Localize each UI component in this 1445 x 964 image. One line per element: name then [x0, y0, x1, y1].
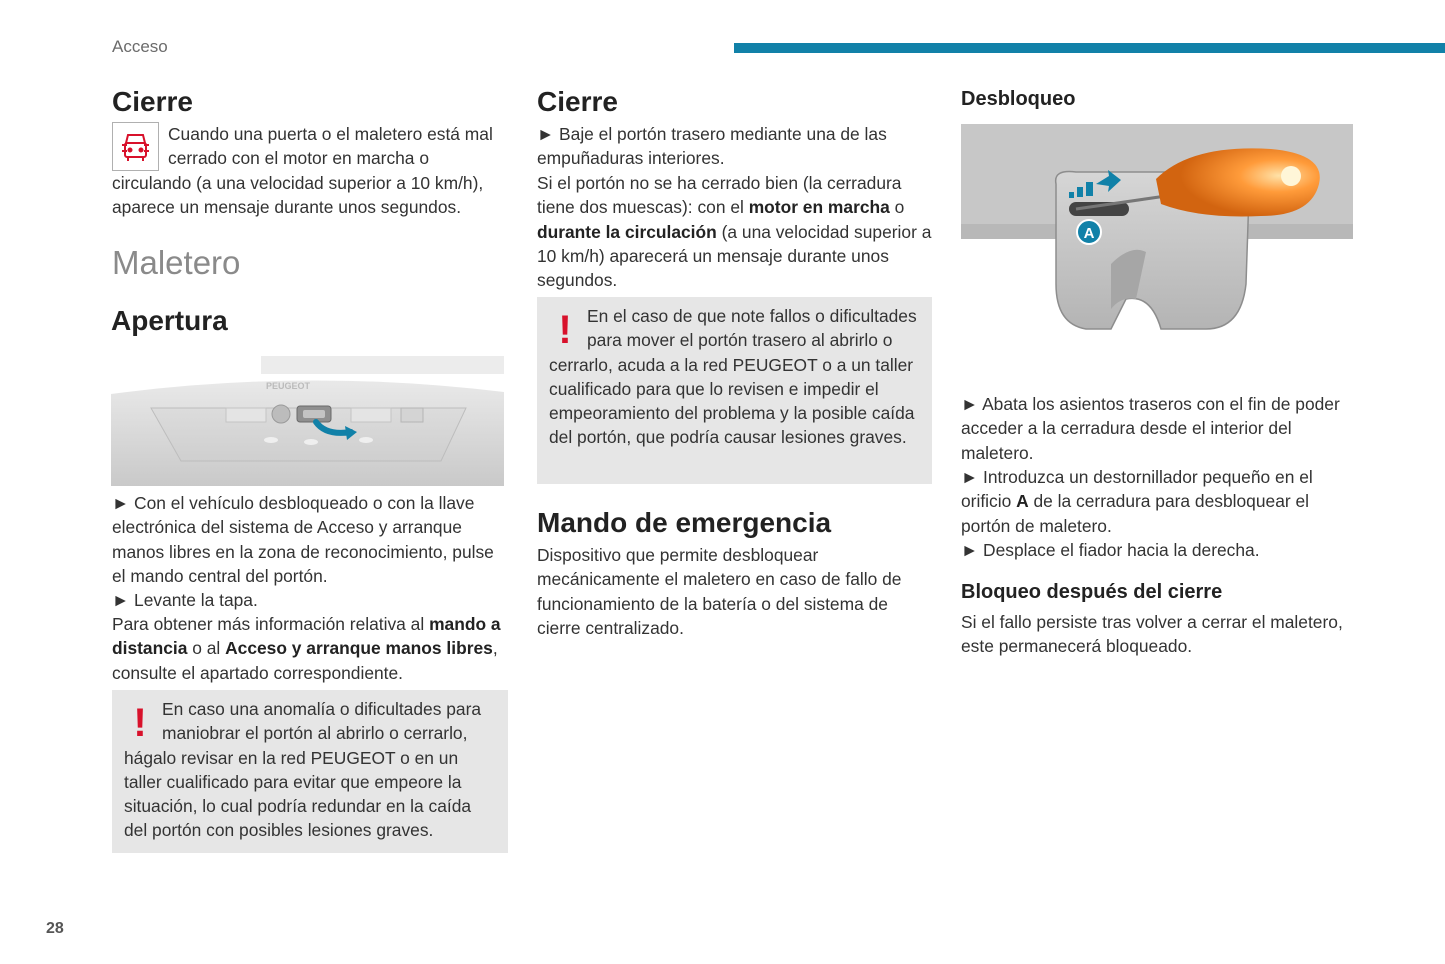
- apertura-heading: Apertura: [111, 305, 228, 336]
- header-accent-bar: [734, 43, 1445, 53]
- cierre-heading-2: Cierre: [537, 86, 618, 117]
- bloqueo-text: Si el fallo persiste tras volver a cerrar el maletero, este permanecerá bloqueado.: [961, 612, 1343, 657]
- cierre-text-line2: cerrado con el motor en marcha o: [168, 148, 429, 168]
- desbloqueo-step1: ► Abata los asientos traseros con el fin de poder acceder a la cerradura desde el interior del maletero.: [961, 394, 1340, 463]
- cierre-text: Si el portón no se ha cerrado bien (la cerradura tiene dos muescas): con el motor en marcha o durante la circulación (a una velocidad superior a 10 km/h) aparecerá un mensaje durante unos segundos.: [537, 173, 932, 291]
- car-door-open-icon: [112, 122, 159, 171]
- desbloqueo-step2: ► Introduzca un destornillador pequeño en el orificio A de la cerradura para desbloquear el portón de maletero.: [961, 467, 1313, 536]
- warning-text: En caso una anomalía o dificultades para maniobrar el portón al abrirlo o cerrarlo, hágalo revisar en la red PEUGEOT o en un taller cualificado para evitar que empeore la situación, lo cual podría redundar en la caída del portón con posibles lesiones graves.: [124, 699, 482, 841]
- more-info-text: Para obtener más información relativa al mando a distancia o al Acceso y arranque manos libres, consulte el apartado correspondiente.: [112, 614, 501, 683]
- warning-icon: !: [133, 701, 147, 745]
- warning-box-apertura: [112, 690, 508, 853]
- emergencia-text: Dispositivo que permite desbloquear mecánicamente el maletero en caso de fallo de funcionamiento de la batería o del sistema de cierre centralizado.: [537, 545, 902, 638]
- cierre-text-rest: circulando (a una velocidad superior a 10 km/h), aparece un mensaje durante unos segundos.: [112, 173, 484, 218]
- page-number: 28: [46, 920, 64, 937]
- bloqueo-heading: Bloqueo después del cierre: [961, 581, 1223, 603]
- cierre-text-line1: Cuando una puerta o el maletero está mal: [168, 124, 493, 144]
- desbloqueo-heading: Desbloqueo: [961, 88, 1076, 110]
- link-mando-distancia: mando a distancia: [112, 614, 501, 659]
- marker-a: A: [1083, 225, 1095, 242]
- warning-icon: !: [558, 308, 572, 352]
- link-acceso-arranque: Acceso y arranque manos libres: [225, 638, 493, 659]
- header-section-title: Acceso: [112, 37, 168, 56]
- apertura-step2: ► Levante la tapa.: [112, 590, 258, 610]
- peugeot-label: PEUGEOT: [266, 381, 311, 391]
- apertura-step1: ► Con el vehículo desbloqueado o con la llave electrónica del sistema de Acceso y arranque manos libres en la zona de reconocimiento, pulse el mando central del portón.: [112, 493, 494, 586]
- warning-text: En el caso de que note fallos o dificultades para mover el portón trasero al abrirlo o cerrarlo, acuda a la red PEUGEOT o a un taller cualificado para que lo revisen e impedir el empeoramiento del problema y la posible caída del portón, que podría causar lesiones graves.: [549, 306, 917, 448]
- desbloqueo-step3: ► Desplace el fiador hacia la derecha.: [961, 540, 1260, 560]
- cierre-step: ► Baje el portón trasero mediante una de las empuñaduras interiores.: [537, 124, 887, 169]
- emergencia-heading: Mando de emergencia: [537, 507, 832, 538]
- cierre-heading: Cierre: [112, 86, 193, 117]
- warning-box-cierre: [537, 297, 932, 484]
- lock-release-image: [961, 124, 1353, 334]
- tailgate-handle-image: [111, 356, 504, 486]
- maletero-heading: Maletero: [112, 244, 241, 281]
